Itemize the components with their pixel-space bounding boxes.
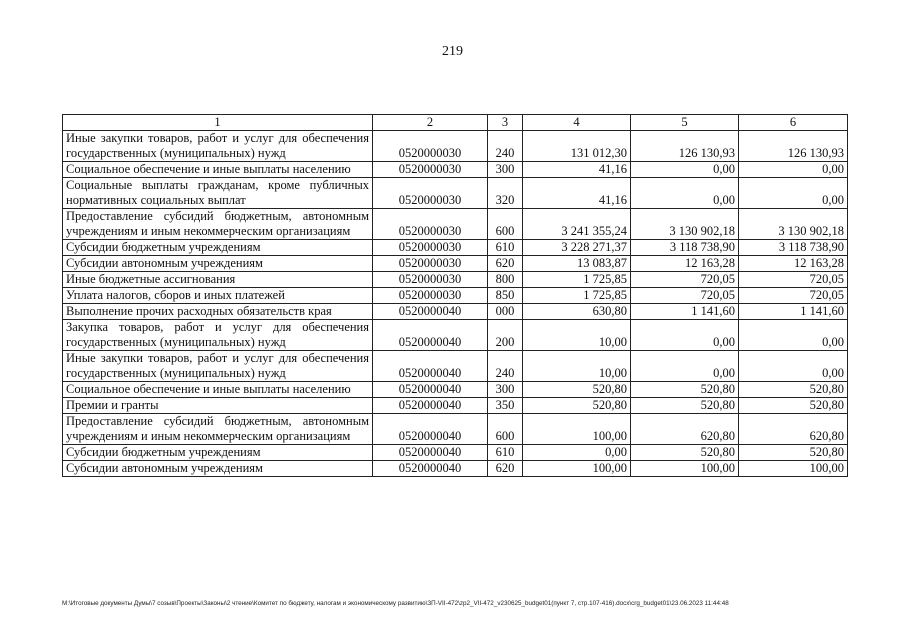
expense-name-cell: Иные закупки товаров, работ и услуг для обеспечения государственных (муниципальных) нужд xyxy=(63,131,373,162)
amount-col5-cell: 0,00 xyxy=(631,320,739,351)
amount-col4-cell: 0,00 xyxy=(523,445,631,461)
target-article-cell: 0520000040 xyxy=(373,398,488,414)
expense-type-cell: 350 xyxy=(488,398,523,414)
table-row xyxy=(63,162,848,178)
amount-col5-cell: 520,80 xyxy=(631,398,739,414)
amount-col5-cell: 1 141,60 xyxy=(631,304,739,320)
target-article-cell: 0520000030 xyxy=(373,131,488,162)
amount-col6-cell: 0,00 xyxy=(739,320,848,351)
target-article-cell: 0520000030 xyxy=(373,240,488,256)
amount-col5-cell: 0,00 xyxy=(631,162,739,178)
amount-col6-cell: 520,80 xyxy=(739,445,848,461)
amount-col6-cell: 126 130,93 xyxy=(739,131,848,162)
expense-type-cell: 610 xyxy=(488,240,523,256)
expense-name-cell: Социальное обеспечение и иные выплаты населению xyxy=(63,162,373,178)
expense-type-cell: 620 xyxy=(488,256,523,272)
expense-type-cell: 850 xyxy=(488,288,523,304)
expense-type-cell: 300 xyxy=(488,162,523,178)
target-article-cell: 0520000040 xyxy=(373,445,488,461)
expense-name-cell: Социальные выплаты гражданам, кроме публичных нормативных социальных выплат xyxy=(63,178,373,209)
target-article-cell: 0520000040 xyxy=(373,351,488,382)
amount-col4-cell: 41,16 xyxy=(523,162,631,178)
budget-table xyxy=(62,114,848,477)
expense-name-cell: Иные закупки товаров, работ и услуг для обеспечения государственных (муниципальных) нужд xyxy=(63,351,373,382)
table-row xyxy=(63,178,848,209)
amount-col5-cell: 3 118 738,90 xyxy=(631,240,739,256)
target-article-cell: 0520000030 xyxy=(373,272,488,288)
amount-col5-cell: 720,05 xyxy=(631,272,739,288)
target-article-cell: 0520000030 xyxy=(373,209,488,240)
amount-col4-cell: 13 083,87 xyxy=(523,256,631,272)
amount-col5-cell: 12 163,28 xyxy=(631,256,739,272)
column-header: 1 xyxy=(63,115,373,131)
amount-col5-cell: 520,80 xyxy=(631,445,739,461)
target-article-cell: 0520000040 xyxy=(373,382,488,398)
expense-type-cell: 000 xyxy=(488,304,523,320)
target-article-cell: 0520000030 xyxy=(373,178,488,209)
amount-col5-cell: 3 130 902,18 xyxy=(631,209,739,240)
header-row xyxy=(63,115,848,131)
amount-col4-cell: 100,00 xyxy=(523,414,631,445)
expense-name-cell: Субсидии автономным учреждениям xyxy=(63,461,373,477)
column-header: 5 xyxy=(631,115,739,131)
expense-type-cell: 240 xyxy=(488,351,523,382)
amount-col4-cell: 1 725,85 xyxy=(523,288,631,304)
table-row xyxy=(63,461,848,477)
amount-col4-cell: 41,16 xyxy=(523,178,631,209)
amount-col6-cell: 520,80 xyxy=(739,398,848,414)
amount-col5-cell: 0,00 xyxy=(631,178,739,209)
expense-name-cell: Закупка товаров, работ и услуг для обеспечения государственных (муниципальных) нужд xyxy=(63,320,373,351)
table-row xyxy=(63,414,848,445)
target-article-cell: 0520000040 xyxy=(373,414,488,445)
amount-col5-cell: 126 130,93 xyxy=(631,131,739,162)
target-article-cell: 0520000030 xyxy=(373,288,488,304)
amount-col6-cell: 3 118 738,90 xyxy=(739,240,848,256)
expense-name-cell: Предоставление субсидий бюджетным, автономным учреждениям и иным некоммерческим организациям xyxy=(63,414,373,445)
expense-type-cell: 800 xyxy=(488,272,523,288)
table-row xyxy=(63,304,848,320)
table-row xyxy=(63,320,848,351)
expense-type-cell: 600 xyxy=(488,414,523,445)
table-row xyxy=(63,240,848,256)
expense-type-cell: 620 xyxy=(488,461,523,477)
expense-name-cell: Субсидии бюджетным учреждениям xyxy=(63,240,373,256)
amount-col4-cell: 520,80 xyxy=(523,382,631,398)
expense-name-cell: Субсидии автономным учреждениям xyxy=(63,256,373,272)
amount-col6-cell: 720,05 xyxy=(739,272,848,288)
expense-name-cell: Выполнение прочих расходных обязательств края xyxy=(63,304,373,320)
expense-type-cell: 200 xyxy=(488,320,523,351)
expense-name-cell: Предоставление субсидий бюджетным, автономным учреждениям и иным некоммерческим организациям xyxy=(63,209,373,240)
amount-col4-cell: 10,00 xyxy=(523,351,631,382)
file-path-footer: M:\Итоговые документы Думы\7 созыв\Проекты\Законы\2 чтение\Комитет по бюджету, налогам и экономическому развитию\ЗП-VII-472\zp2_VII-472_v230625_budget01(пункт 7, стр.107-416).docx\crg_budget01\23.06.2023 11:44:48 xyxy=(62,600,729,607)
expense-name-cell: Иные бюджетные ассигнования xyxy=(63,272,373,288)
table-row xyxy=(63,398,848,414)
amount-col6-cell: 720,05 xyxy=(739,288,848,304)
amount-col5-cell: 0,00 xyxy=(631,351,739,382)
table-row xyxy=(63,272,848,288)
expense-type-cell: 240 xyxy=(488,131,523,162)
column-header: 4 xyxy=(523,115,631,131)
target-article-cell: 0520000030 xyxy=(373,162,488,178)
expense-type-cell: 300 xyxy=(488,382,523,398)
table-row xyxy=(63,256,848,272)
table-row xyxy=(63,351,848,382)
amount-col6-cell: 620,80 xyxy=(739,414,848,445)
target-article-cell: 0520000040 xyxy=(373,304,488,320)
amount-col5-cell: 520,80 xyxy=(631,382,739,398)
table-row xyxy=(63,131,848,162)
amount-col6-cell: 0,00 xyxy=(739,351,848,382)
amount-col5-cell: 620,80 xyxy=(631,414,739,445)
table-row xyxy=(63,382,848,398)
amount-col6-cell: 12 163,28 xyxy=(739,256,848,272)
amount-col4-cell: 3 228 271,37 xyxy=(523,240,631,256)
amount-col6-cell: 0,00 xyxy=(739,162,848,178)
amount-col4-cell: 100,00 xyxy=(523,461,631,477)
amount-col6-cell: 0,00 xyxy=(739,178,848,209)
expense-type-cell: 610 xyxy=(488,445,523,461)
expense-name-cell: Субсидии бюджетным учреждениям xyxy=(63,445,373,461)
amount-col4-cell: 1 725,85 xyxy=(523,272,631,288)
expense-name-cell: Уплата налогов, сборов и иных платежей xyxy=(63,288,373,304)
table-row xyxy=(63,445,848,461)
column-header: 3 xyxy=(488,115,523,131)
page-number: 219 xyxy=(442,44,463,59)
amount-col4-cell: 3 241 355,24 xyxy=(523,209,631,240)
amount-col5-cell: 100,00 xyxy=(631,461,739,477)
expense-name-cell: Социальное обеспечение и иные выплаты населению xyxy=(63,382,373,398)
amount-col4-cell: 131 012,30 xyxy=(523,131,631,162)
target-article-cell: 0520000030 xyxy=(373,256,488,272)
amount-col6-cell: 520,80 xyxy=(739,382,848,398)
column-header: 6 xyxy=(739,115,848,131)
amount-col6-cell: 1 141,60 xyxy=(739,304,848,320)
column-header: 2 xyxy=(373,115,488,131)
expense-type-cell: 600 xyxy=(488,209,523,240)
amount-col4-cell: 520,80 xyxy=(523,398,631,414)
expense-name-cell: Премии и гранты xyxy=(63,398,373,414)
table-row xyxy=(63,288,848,304)
table-row xyxy=(63,209,848,240)
amount-col4-cell: 10,00 xyxy=(523,320,631,351)
amount-col6-cell: 100,00 xyxy=(739,461,848,477)
target-article-cell: 0520000040 xyxy=(373,320,488,351)
expense-type-cell: 320 xyxy=(488,178,523,209)
amount-col6-cell: 3 130 902,18 xyxy=(739,209,848,240)
table-body xyxy=(63,131,848,477)
target-article-cell: 0520000040 xyxy=(373,461,488,477)
amount-col5-cell: 720,05 xyxy=(631,288,739,304)
amount-col4-cell: 630,80 xyxy=(523,304,631,320)
